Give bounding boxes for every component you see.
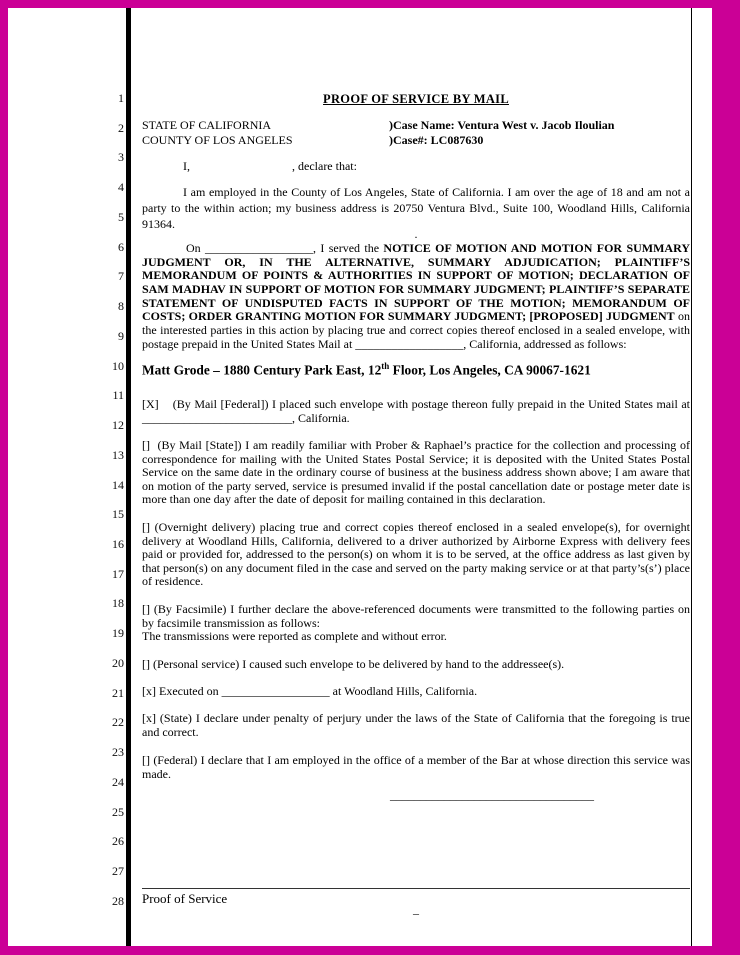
line-number: 18: [112, 596, 124, 611]
line-number: 9: [118, 328, 124, 343]
case-caption: [142, 118, 690, 150]
declare-pre: I,: [183, 159, 190, 173]
checkbox-facsimile: [142, 603, 690, 644]
document-content: [134, 8, 691, 946]
line-number: 3: [118, 150, 124, 165]
addressee-text: Matt Grode – 1880 Century Park East, 12: [142, 362, 382, 378]
line-number: 5: [118, 209, 124, 224]
page-number-mark: –: [413, 906, 419, 920]
caption-county: COUNTY OF LOS ANGELES: [142, 132, 293, 147]
line-number: 16: [112, 537, 124, 552]
checkbox-federal-declaration: [] (Federal) I declare that I am employed in the office of a member of the Bar at whose direction this service was made.: [142, 753, 690, 781]
employment-paragraph: I am employed in the County of Los Angeles, State of California. I am over the age of 18 and am not a party to the within action; my business address is 20750 Ventura Blvd., Suite 100, Woodland Hills, California 91364.: [142, 185, 690, 231]
document-title: PROOF OF SERVICE BY MAIL: [323, 92, 509, 106]
line-number: 24: [112, 774, 124, 789]
line-number: 19: [112, 626, 124, 641]
line-number: 12: [112, 418, 124, 433]
line-number: 21: [112, 685, 124, 700]
checkbox-state-declaration: [x] (State) I declare under penalty of perjury under the laws of the State of California that the foregoing is true and correct.: [142, 711, 690, 739]
served-intro: On __________________, I served the: [186, 241, 384, 255]
addressee-text-tail: Floor, Los Angeles, CA 90067-1621: [389, 362, 591, 378]
footer-title: Proof of Service: [142, 891, 228, 906]
line-number: 8: [118, 299, 124, 314]
checkbox-mail-state: [] (By Mail [State]) I am readily familiar with Prober & Raphael’s practice for the collection and processing of correspondence for mailing with the United States Postal Service; it is deposited with the United States Postal Service on the same date in the ordinary course of business at the business address shown above; I am aware that on motion of the party served, service is presumed invalid if the postal cancellation date or postage meter date is more than one day after the date of deposit for mailing contained in this declaration.: [142, 438, 690, 507]
facsimile-note: The transmissions were reported as complete and without error.: [142, 629, 447, 644]
addressee-line: [142, 361, 690, 378]
facsimile-text: [] (By Facsimile) I further declare the above-referenced documents were transmitted to the following parties on by facsimile transmission as follows:: [142, 602, 690, 630]
line-number: 4: [118, 180, 124, 195]
signature-line: __________________________________: [390, 788, 594, 802]
caption-state: STATE OF CALIFORNIA: [142, 118, 272, 132]
executed-line: [x] Executed on __________________ at Woodland Hills, California.: [142, 684, 478, 698]
line-number-column: [8, 91, 124, 924]
caption-case-name: )Case Name: Ventura West v. Jacob Iloulian: [389, 118, 615, 132]
pleading-left-rule: [126, 8, 131, 946]
checkbox-overnight-delivery: [] (Overnight delivery) placing true and correct copies thereof enclosed in a sealed envelope(s), for overnight delivery at Woodland Hills, California, delivered to a driver authorized by Airborne Express with delivery fees paid or provided for, addressed to the person(s) on whom it is to be served, at the office address as last given by that person(s) on any document filed in the case and served on the party making service or at that party’s(s’) place of residence.: [142, 520, 690, 589]
pleading-right-rule: [691, 8, 692, 946]
service-paragraph: [142, 242, 690, 351]
line-number: 10: [112, 358, 124, 373]
line-number: 2: [118, 120, 124, 135]
declare-post: , declare that:: [292, 159, 357, 173]
caption-case-number: )Case#: LC087630: [389, 132, 484, 147]
declarant-line: [142, 159, 690, 174]
checkbox-mail-federal: [X] (By Mail [Federal]) I placed such envelope with postage thereon fully prepaid in the United States mail at _________________________, California.: [142, 397, 690, 425]
line-number: 26: [112, 834, 124, 849]
line-number: 11: [112, 388, 124, 403]
caption-case: [389, 118, 614, 147]
line-number: 14: [112, 477, 124, 492]
line-number: 1: [118, 91, 124, 105]
line-number: 20: [112, 655, 124, 670]
line-number: 25: [112, 804, 124, 819]
served-tail: on the interested parties in this action by placing true and correct copies thereof enclosed in a sealed envelope, with postage prepaid in the United States Mail at __________________, California, addressed as follows:: [142, 309, 691, 351]
pleading-page: [8, 8, 712, 946]
caption-court: [142, 118, 293, 147]
line-number: 13: [112, 447, 124, 462]
line-number: 23: [112, 745, 124, 760]
stray-period: .: [414, 227, 418, 241]
line-number: 15: [112, 507, 124, 522]
checkbox-personal-service: [] (Personal service) I caused such envelope to be delivered by hand to the addressee(s).: [142, 657, 565, 671]
addressee-ordinal: th: [381, 361, 390, 371]
line-number: 7: [118, 269, 124, 284]
footer-rule: [142, 888, 690, 889]
line-number: 27: [112, 864, 124, 879]
line-number: 6: [118, 239, 124, 254]
served-documents: NOTICE OF MOTION AND MOTION FOR SUMMARY JUDGMENT OR, IN THE ALTERNATIVE, SUMMARY ADJUDICATION; PLAINTIFF’S MEMORANDUM OF POINTS & AUTHORITIES IN SUPPORT OF MOTION; DECLARATION OF SAM MADHAV IN SUPPORT OF MOTION FOR SUMMARY JUDGMENT; PLAINTIFF’S SEPARATE STATEMENT OF UNDISPUTED FACTS IN SUPPORT OF THE MOTION; MEMORANDUM OF COSTS; ORDER GRANTING MOTION FOR SUMMARY JUDGMENT; [PROPOSED] JUDGMENT: [142, 241, 691, 324]
line-number: 22: [112, 715, 124, 730]
line-number: 17: [112, 566, 124, 581]
line-number: 28: [112, 893, 124, 908]
